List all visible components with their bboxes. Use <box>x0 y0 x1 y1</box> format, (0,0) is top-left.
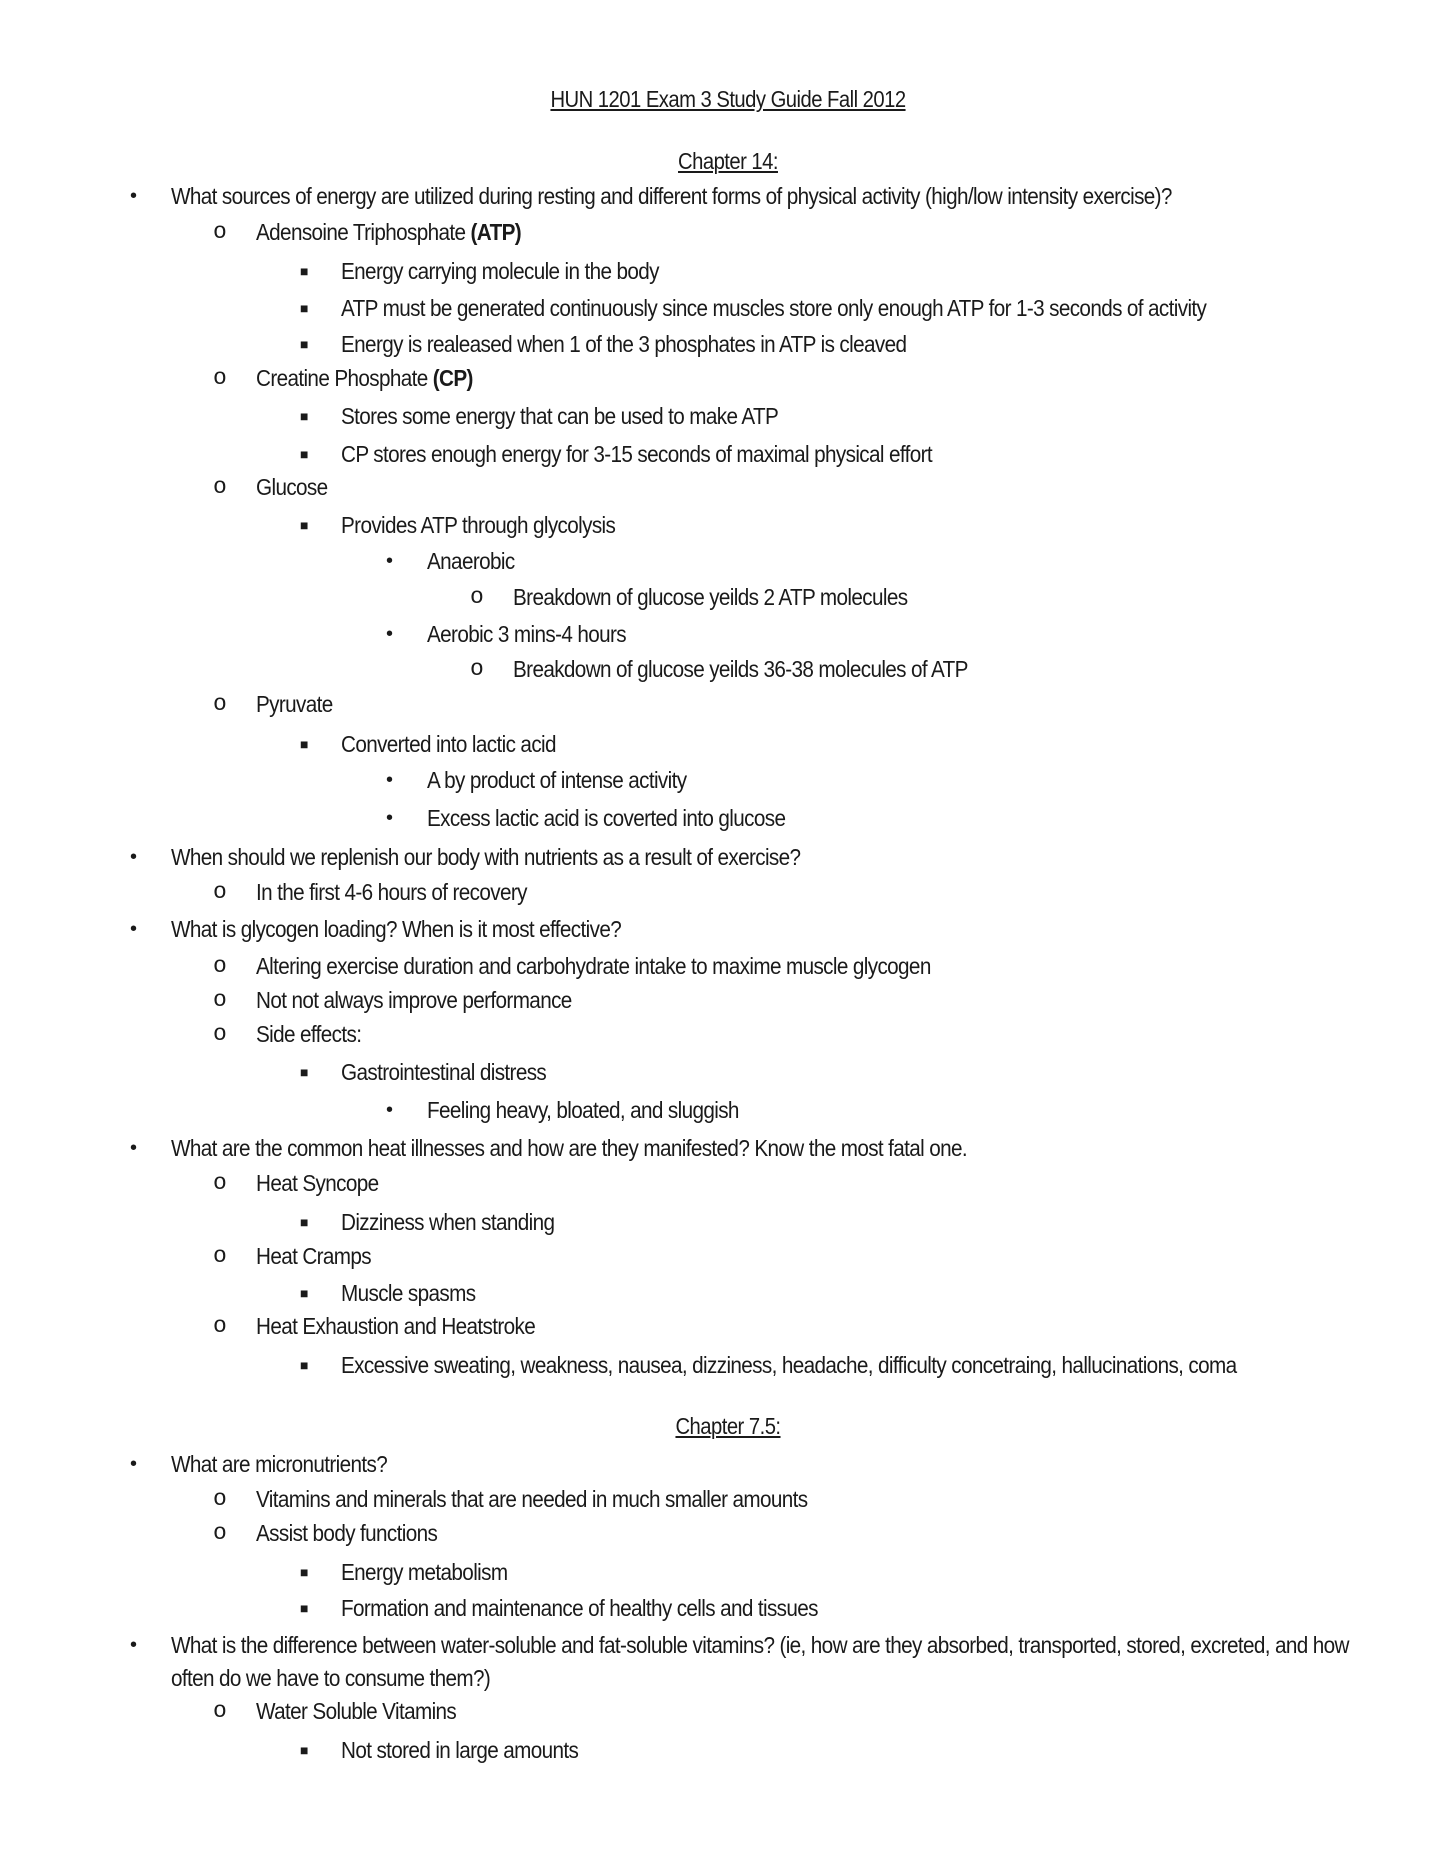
chapter-14-heading: Chapter 14: <box>678 148 778 174</box>
bullet-dot: • <box>386 769 394 791</box>
question-vitamins-line-2: often do we have to consume them?) <box>171 1665 491 1691</box>
list-item-heat-cramps: Heat Cramps <box>256 1243 372 1269</box>
list-item: In the first 4-6 hours of recovery <box>256 879 527 905</box>
bullet-square: ■ <box>300 1064 309 1080</box>
list-item-heat-syncope: Heat Syncope <box>256 1170 379 1196</box>
bullet-circle: o <box>213 219 227 245</box>
bullet-circle: o <box>213 691 227 717</box>
bullet-dot: • <box>130 185 138 207</box>
bullet-square: ■ <box>300 1214 309 1230</box>
list-item: Provides ATP through glycolysis <box>341 512 616 538</box>
list-item-cp: Creatine Phosphate (CP) <box>256 365 473 391</box>
list-item-glucose: Glucose <box>256 474 328 500</box>
bullet-circle: o <box>213 474 227 500</box>
bullet-circle: o <box>213 987 227 1013</box>
bullet-circle: o <box>470 656 484 682</box>
bullet-square: ■ <box>300 1564 309 1580</box>
list-item: Energy metabolism <box>341 1559 508 1585</box>
list-item: Excessive sweating, weakness, nausea, dizziness, headache, difficulty concetraing, hallucinations, coma <box>341 1352 1237 1378</box>
bullet-square: ■ <box>300 446 309 462</box>
bullet-circle: o <box>213 1313 227 1339</box>
bullet-circle: o <box>213 879 227 905</box>
bullet-square: ■ <box>300 1285 309 1301</box>
bullet-circle: o <box>470 584 484 610</box>
list-item: Energy carrying molecule in the body <box>341 258 659 284</box>
bullet-square: ■ <box>300 408 309 424</box>
list-item: Energy is realeased when 1 of the 3 phosphates in ATP is cleaved <box>341 331 907 357</box>
list-item-pyruvate: Pyruvate <box>256 691 333 717</box>
bullet-square: ■ <box>300 736 309 752</box>
question-energy-sources: What sources of energy are utilized during resting and different forms of physical activity (high/low intensity exercise)? <box>171 183 1172 209</box>
bullet-circle: o <box>213 365 227 391</box>
list-item-water-soluble: Water Soluble Vitamins <box>256 1698 457 1724</box>
bullet-dot: • <box>386 550 394 572</box>
bullet-square: ■ <box>300 300 309 316</box>
bullet-dot: • <box>386 1099 394 1121</box>
bullet-square: ■ <box>300 336 309 352</box>
question-vitamins-line-1: What is the difference between water-soluble and fat-soluble vitamins? (ie, how are they absorbed, transported, stored, excreted, and how <box>171 1632 1349 1658</box>
bullet-dot: • <box>130 846 138 868</box>
list-item: Converted into lactic acid <box>341 731 556 757</box>
list-item-heat-exhaustion: Heat Exhaustion and Heatstroke <box>256 1313 536 1339</box>
question-micronutrients: What are micronutrients? <box>171 1451 388 1477</box>
bullet-dot: • <box>386 807 394 829</box>
list-item-aerobic: Aerobic 3 mins-4 hours <box>427 621 626 647</box>
document-title: HUN 1201 Exam 3 Study Guide Fall 2012 <box>550 86 906 112</box>
list-item: Vitamins and minerals that are needed in much smaller amounts <box>256 1486 808 1512</box>
list-item: Gastrointestinal distress <box>341 1059 547 1085</box>
list-item-atp: Adensoine Triphosphate (ATP) <box>256 219 522 245</box>
list-item: Formation and maintenance of healthy cells and tissues <box>341 1595 818 1621</box>
list-item: ATP must be generated continuously since muscles store only enough ATP for 1-3 seconds of activity <box>341 295 1207 321</box>
bullet-square: ■ <box>300 1742 309 1758</box>
list-item: Breakdown of glucose yeilds 2 ATP molecules <box>513 584 908 610</box>
list-item: Assist body functions <box>256 1520 438 1546</box>
list-item: Dizziness when standing <box>341 1209 555 1235</box>
list-item: Altering exercise duration and carbohydrate intake to maxime muscle glycogen <box>256 953 931 979</box>
list-item: Not stored in large amounts <box>341 1737 579 1763</box>
list-item: Stores some energy that can be used to make ATP <box>341 403 779 429</box>
list-item: Breakdown of glucose yeilds 36-38 molecules of ATP <box>513 656 968 682</box>
list-item-anaerobic: Anaerobic <box>427 548 515 574</box>
bullet-circle: o <box>213 1698 227 1724</box>
bullet-circle: o <box>213 1170 227 1196</box>
bullet-circle: o <box>213 953 227 979</box>
question-glycogen-loading: What is glycogen loading? When is it most effective? <box>171 916 622 942</box>
bullet-square: ■ <box>300 1357 309 1373</box>
bullet-circle: o <box>213 1520 227 1546</box>
list-item: Not not always improve performance <box>256 987 572 1013</box>
bullet-square: ■ <box>300 1600 309 1616</box>
question-replenish: When should we replenish our body with nutrients as a result of exercise? <box>171 844 801 870</box>
list-item: Excess lactic acid is coverted into glucose <box>427 805 786 831</box>
list-item: Muscle spasms <box>341 1280 476 1306</box>
bullet-dot: • <box>386 623 394 645</box>
bullet-circle: o <box>213 1486 227 1512</box>
list-item: Feeling heavy, bloated, and sluggish <box>427 1097 739 1123</box>
bullet-dot: • <box>130 1634 138 1656</box>
bullet-square: ■ <box>300 517 309 533</box>
question-heat-illnesses: What are the common heat illnesses and how are they manifested? Know the most fatal one. <box>171 1135 968 1161</box>
bullet-dot: • <box>130 918 138 940</box>
bullet-circle: o <box>213 1021 227 1047</box>
list-item: CP stores enough energy for 3-15 seconds of maximal physical effort <box>341 441 933 467</box>
bullet-square: ■ <box>300 263 309 279</box>
bullet-circle: o <box>213 1243 227 1269</box>
bullet-dot: • <box>130 1137 138 1159</box>
chapter-7-5-heading: Chapter 7.5: <box>675 1413 781 1439</box>
bullet-dot: • <box>130 1453 138 1475</box>
list-item: A by product of intense activity <box>427 767 687 793</box>
list-item: Side effects: <box>256 1021 362 1047</box>
